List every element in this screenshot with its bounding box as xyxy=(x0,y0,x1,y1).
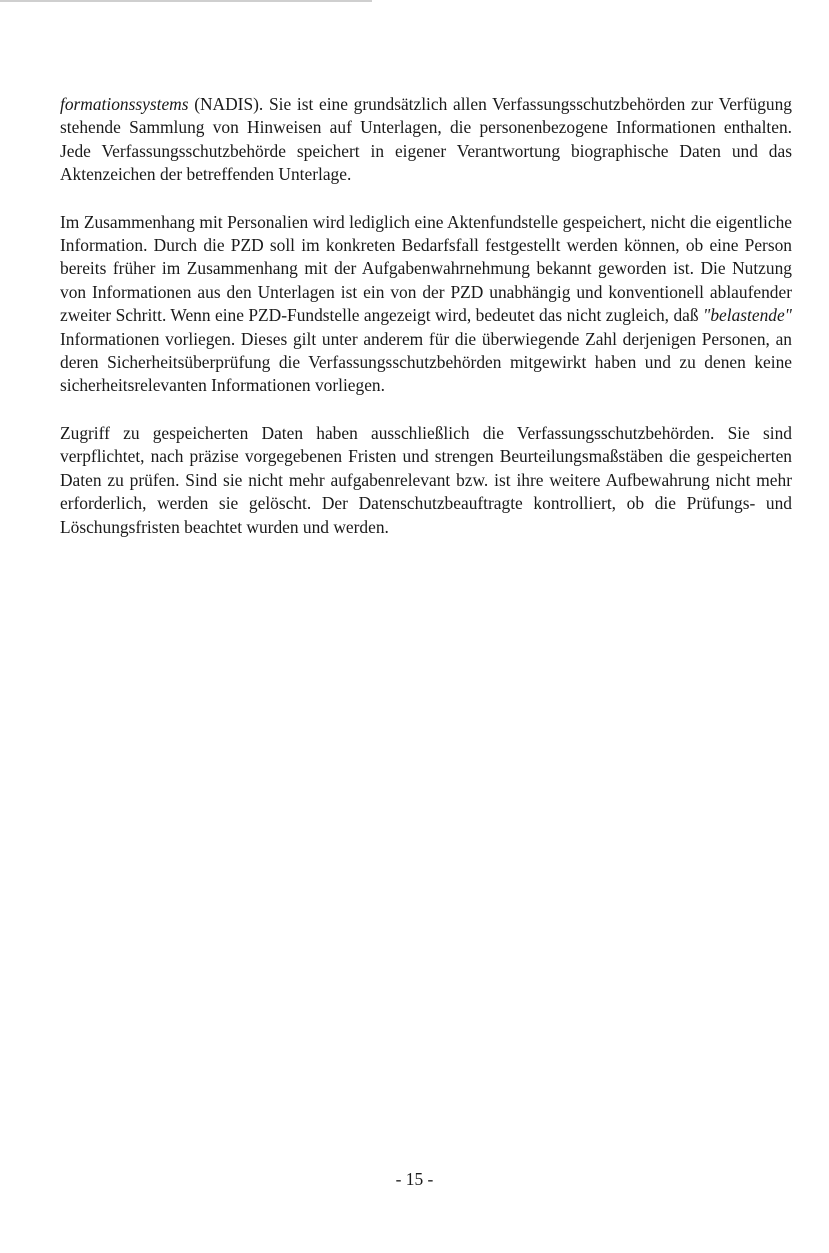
document-body xyxy=(60,93,792,539)
text-run: Im Zusammenhang mit Personalien wird lediglich eine Aktenfundstelle gespeichert, nicht die eigentliche Information. Durch die PZD soll im konkreten Bedarfsfall festgestellt werden können, ob eine Person bereits früher im Zusammenhang mit der Aufgabenwahrnehmung bekannt geworden ist. Die Nutzung von Informationen aus den Unterlagen ist ein von der PZD unabhängig und konventionell ablaufender zweiter Schritt. Wenn eine PZD-Fundstelle angezeigt wird, bedeutet das nicht zugleich, daß xyxy=(60,211,792,326)
text-run: (NADIS). Sie ist eine grundsätzlich allen Verfassungsschutzbehörden zur Verfügung stehende Sammlung von Hinweisen auf Unterlagen, die personenbezogene Informationen enthalten. Jede Verfassungsschutzbehörde speichert in eigener Verantwortung biographische Daten und das Aktenzeichen der betreffenden Unterlage. xyxy=(60,94,792,185)
top-edge-rule xyxy=(0,0,372,2)
paragraph-pzd xyxy=(60,211,792,398)
text-run: Zugriff zu gespeicherten Daten haben ausschließlich die Verfassungsschutzbehörden. Sie sind verpflichtet, nach präzise vorgegebenen Fristen und strengen Beurteilungsmaßstäben die gespeicherten Daten zu prüfen. Sind sie nicht mehr aufgabenrelevant bzw. ist ihre weitere Aufbewahrung nicht mehr erforderlich, werden sie gelöscht. Der Datenschutzbeauftragte kontrolliert, ob die Prüfungs- und Löschungsfristen beachtet wurden und werden. xyxy=(60,422,792,537)
paragraph-nadis xyxy=(60,93,792,187)
paragraph-zugriff xyxy=(60,422,792,539)
text-run: "belastende" xyxy=(703,305,792,326)
text-run: formationssystems xyxy=(60,94,189,114)
page-number: - 15 - xyxy=(395,1169,434,1189)
text-run: Informationen vorliegen. Dieses gilt unter anderem für die überwiegende Zahl derjenigen Personen, an deren Sicherheitsüberprüfung die Verfassungsschutzbehörden mitgewirkt haben und zu denen keine sicherheitsrelevanten Informationen vorliegen. xyxy=(60,328,792,396)
